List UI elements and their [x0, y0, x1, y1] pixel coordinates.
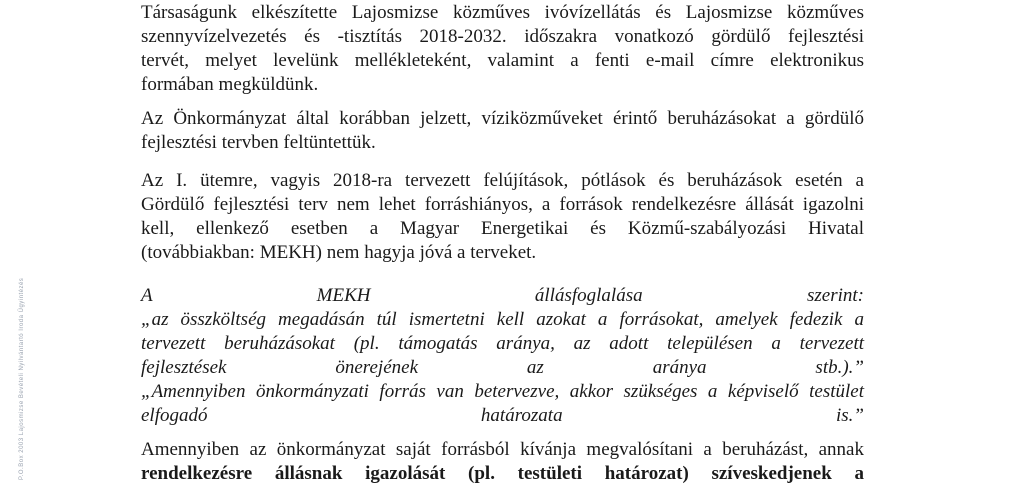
paragraph-own-funding [141, 438, 864, 486]
paragraph-line: Az Önkormányzat által korábban jelzett, víziközműveket érintő beruházásokat a gördülő [141, 108, 864, 129]
paragraph-line: formában megküldünk. [141, 74, 319, 95]
quote-intro: A MEKH állásfoglalása szerint: [141, 285, 864, 306]
paragraph-plan-prepared [141, 1, 864, 97]
paragraph-investments-listed [141, 107, 864, 155]
quote-line: „Amennyiben önkormányzati forrás van betervezve, akkor szükséges a képviselő testület [141, 381, 864, 402]
quote-line: „az összköltség megadásán túl ismertetni kell azokat a forrásokat, amelyek fedezik a [141, 309, 864, 330]
paragraph-line-bold: rendelkezésre állásnak igazolását (pl. testületi határozat) szíveskedjenek a [141, 463, 864, 484]
side-margin-text: P.O.Box 2003 Lajosmizse Bevételi Nyilvántartó Iroda Ügyintézés [19, 277, 25, 480]
paragraph-line: kell, ellenkező esetben a Magyar Energetikai és Közmű-szabályozási Hivatal [141, 218, 864, 239]
paragraph-line: Amennyiben az önkormányzat saját forrásból kívánja megvalósítani a beruházást, annak [141, 439, 864, 460]
paragraph-line: Társaságunk elkészítette Lajosmizse közműves ivóvízellátás és Lajosmizse közműves [141, 2, 864, 23]
quote-line: fejlesztések önerejének az aránya stb.).” [141, 357, 864, 378]
paragraph-line: Gördülő fejlesztési terv nem lehet forráshiányos, a források rendelkezésre állását igazolni [141, 194, 864, 215]
paragraph-line: tervét, melyet levelünk mellékleteként, valamint a fenti e-mail címre elektronikus [141, 50, 864, 71]
paragraph-first-phase [141, 169, 864, 265]
quote-line: tervezett beruházásokat (pl. támogatás aránya, az adott településen a tervezett [141, 333, 864, 354]
paragraph-line: Az I. ütemre, vagyis 2018-ra tervezett felújítások, pótlások és beruházások esetén a [141, 170, 864, 191]
paragraph-line: (továbbiakban: MEKH) nem hagyja jóvá a terveket. [141, 242, 537, 263]
quote-line: elfogadó határozata is.” [141, 405, 864, 426]
mekh-quote-block [141, 284, 864, 428]
paragraph-line: szennyvízelvezetés és -tisztítás 2018-2032. időszakra vonatkozó gördülő fejlesztési [141, 26, 864, 47]
paragraph-line: fejlesztési tervben feltüntettük. [141, 132, 376, 153]
side-margin-strip [10, 0, 28, 489]
